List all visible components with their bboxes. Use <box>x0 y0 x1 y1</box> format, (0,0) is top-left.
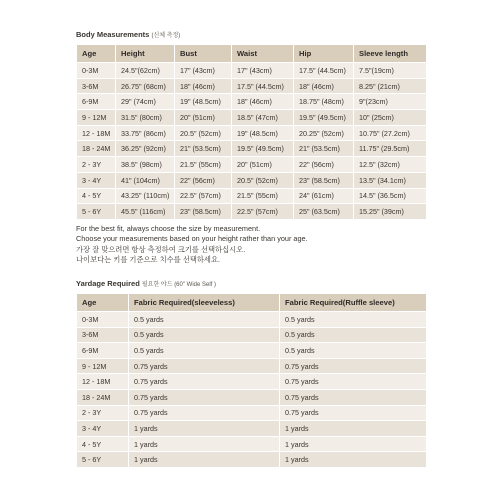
table-cell: 1 yards <box>280 452 427 468</box>
table-cell: 19" (48.5cm) <box>232 125 294 141</box>
table-cell: 7.5"(19cm) <box>354 63 427 79</box>
table-cell: 0.75 yards <box>129 374 280 390</box>
table-row <box>77 125 427 141</box>
table-row <box>77 405 427 421</box>
table-row <box>77 141 427 157</box>
header-fabric-ruffle-sleeve: Fabric Required(Ruffle sleeve) <box>280 294 427 312</box>
body-measurements-title <box>76 30 180 39</box>
table-cell: 20.25" (52cm) <box>294 125 354 141</box>
table-cell: 0.75 yards <box>280 374 427 390</box>
table-cell: 18" (46cm) <box>175 78 232 94</box>
header-height: Height <box>116 45 175 63</box>
table-cell: 18 - 24M <box>77 389 129 405</box>
body-measurements-title-text: Body Measurements <box>76 30 150 39</box>
table-cell: 20.5" (52cm) <box>175 125 232 141</box>
table-cell: 18.5" (47cm) <box>232 110 294 126</box>
table-header-row <box>77 45 427 63</box>
table-cell: 3 - 4Y <box>77 172 116 188</box>
table-cell: 21" (53.5cm) <box>294 141 354 157</box>
table-cell: 18" (46cm) <box>294 78 354 94</box>
table-row <box>77 94 427 110</box>
table-row <box>77 110 427 126</box>
table-row <box>77 389 427 405</box>
table-cell: 1 yards <box>280 436 427 452</box>
table-cell: 41" (104cm) <box>116 172 175 188</box>
table-cell: 14.5" (36.5cm) <box>354 188 427 204</box>
table-row <box>77 343 427 359</box>
table-row <box>77 374 427 390</box>
table-cell: 0.5 yards <box>280 343 427 359</box>
table-cell: 18" (46cm) <box>232 94 294 110</box>
table-row <box>77 204 427 220</box>
table-cell: 25" (63.5cm) <box>294 204 354 220</box>
table-cell: 4 - 5Y <box>77 188 116 204</box>
table-cell: 21.5" (55cm) <box>232 188 294 204</box>
table-cell: 17.5" (44.5cm) <box>294 63 354 79</box>
table-cell: 15.25" (39cm) <box>354 204 427 220</box>
table-cell: 33.75" (86cm) <box>116 125 175 141</box>
table-cell: 10.75" (27.2cm) <box>354 125 427 141</box>
table-cell: 5 - 6Y <box>77 204 116 220</box>
table-cell: 22" (56cm) <box>294 157 354 173</box>
table-cell: 0-3M <box>77 63 116 79</box>
header-age: Age <box>77 294 129 312</box>
table-row <box>77 312 427 328</box>
table-cell: 5 - 6Y <box>77 452 129 468</box>
table-cell: 12 - 18M <box>77 125 116 141</box>
note-line: Choose your measurements based on your height rather than your age. <box>76 234 308 244</box>
table-cell: 18 - 24M <box>77 141 116 157</box>
header-hip: Hip <box>294 45 354 63</box>
table-cell: 0.5 yards <box>129 343 280 359</box>
table-cell: 8.25" (21cm) <box>354 78 427 94</box>
table-cell: 6-9M <box>77 343 129 359</box>
table-cell: 3-6M <box>77 327 129 343</box>
table-cell: 2 - 3Y <box>77 157 116 173</box>
table-row <box>77 63 427 79</box>
table-cell: 22.5" (57cm) <box>232 204 294 220</box>
table-cell: 22.5" (57cm) <box>175 188 232 204</box>
table-cell: 36.25" (92cm) <box>116 141 175 157</box>
header-fabric-sleeveless: Fabric Required(sleeveless) <box>129 294 280 312</box>
table-cell: 0.75 yards <box>280 358 427 374</box>
table-cell: 10" (25cm) <box>354 110 427 126</box>
table-cell: 1 yards <box>129 436 280 452</box>
table-cell: 12.5" (32cm) <box>354 157 427 173</box>
header-age: Age <box>77 45 116 63</box>
table-cell: 20" (51cm) <box>175 110 232 126</box>
table-cell: 0.75 yards <box>129 358 280 374</box>
table-cell: 0.5 yards <box>280 327 427 343</box>
table-cell: 24" (61cm) <box>294 188 354 204</box>
table-cell: 3-6M <box>77 78 116 94</box>
table-row <box>77 188 427 204</box>
table-cell: 0-3M <box>77 312 129 328</box>
table-cell: 21" (53.5cm) <box>175 141 232 157</box>
header-sleeve-length: Sleeve length <box>354 45 427 63</box>
table-header-row <box>77 294 427 312</box>
yardage-title <box>76 279 216 288</box>
body-measurements-title-sub: (신체 측정) <box>151 33 181 39</box>
table-cell: 6-9M <box>77 94 116 110</box>
table-cell: 0.75 yards <box>280 405 427 421</box>
table-row <box>77 452 427 468</box>
header-bust: Bust <box>175 45 232 63</box>
note-line: 가장 잘 맞으려면 항상 측정하여 크기를 선택하십시오. <box>76 244 246 254</box>
table-cell: 19.5" (49.5cm) <box>294 110 354 126</box>
table-cell: 0.5 yards <box>129 327 280 343</box>
table-cell: 0.75 yards <box>280 389 427 405</box>
table-cell: 29" (74cm) <box>116 94 175 110</box>
table-cell: 20.5" (52cm) <box>232 172 294 188</box>
table-cell: 24.5"(62cm) <box>116 63 175 79</box>
table-cell: 3 - 4Y <box>77 421 129 437</box>
table-cell: 21.5" (55cm) <box>175 157 232 173</box>
table-cell: 4 - 5Y <box>77 436 129 452</box>
table-cell: 0.5 yards <box>280 312 427 328</box>
table-cell: 17" (43cm) <box>175 63 232 79</box>
table-cell: 9 - 12M <box>77 358 129 374</box>
table-cell: 0.5 yards <box>129 312 280 328</box>
table-cell: 23" (58.5cm) <box>175 204 232 220</box>
table-row <box>77 157 427 173</box>
yardage-table <box>76 293 427 468</box>
table-cell: 20" (51cm) <box>232 157 294 173</box>
table-cell: 9"(23cm) <box>354 94 427 110</box>
table-cell: 1 yards <box>129 421 280 437</box>
table-cell: 31.5" (80cm) <box>116 110 175 126</box>
table-cell: 0.75 yards <box>129 405 280 421</box>
table-cell: 19" (48.5cm) <box>175 94 232 110</box>
table-cell: 18.75" (48cm) <box>294 94 354 110</box>
table-cell: 22" (56cm) <box>175 172 232 188</box>
table-row <box>77 172 427 188</box>
table-row <box>77 358 427 374</box>
table-cell: 11.75" (29.5cm) <box>354 141 427 157</box>
table-cell: 1 yards <box>280 421 427 437</box>
table-row <box>77 78 427 94</box>
table-cell: 0.75 yards <box>129 389 280 405</box>
table-cell: 13.5" (34.1cm) <box>354 172 427 188</box>
table-row <box>77 421 427 437</box>
table-cell: 38.5" (98cm) <box>116 157 175 173</box>
note-line: For the best fit, always choose the size by measurement. <box>76 224 261 233</box>
table-cell: 43.25" (110cm) <box>116 188 175 204</box>
table-row <box>77 436 427 452</box>
table-cell: 17" (43cm) <box>232 63 294 79</box>
yardage-title-text: Yardage Required <box>76 279 140 288</box>
note-line: 나이보다는 키를 기준으로 치수를 선택하세요. <box>76 254 221 264</box>
table-cell: 1 yards <box>129 452 280 468</box>
table-cell: 45.5" (116cm) <box>116 204 175 220</box>
yardage-title-sub: 필요한 야드 (60" Wide Self ) <box>141 282 216 288</box>
measurement-note <box>76 224 308 265</box>
header-waist: Waist <box>232 45 294 63</box>
table-cell: 19.5" (49.5cm) <box>232 141 294 157</box>
table-cell: 23" (58.5cm) <box>294 172 354 188</box>
table-cell: 12 - 18M <box>77 374 129 390</box>
table-cell: 26.75" (68cm) <box>116 78 175 94</box>
table-cell: 2 - 3Y <box>77 405 129 421</box>
table-cell: 17.5" (44.5cm) <box>232 78 294 94</box>
table-row <box>77 327 427 343</box>
table-cell: 9 - 12M <box>77 110 116 126</box>
body-measurements-table <box>76 44 427 220</box>
